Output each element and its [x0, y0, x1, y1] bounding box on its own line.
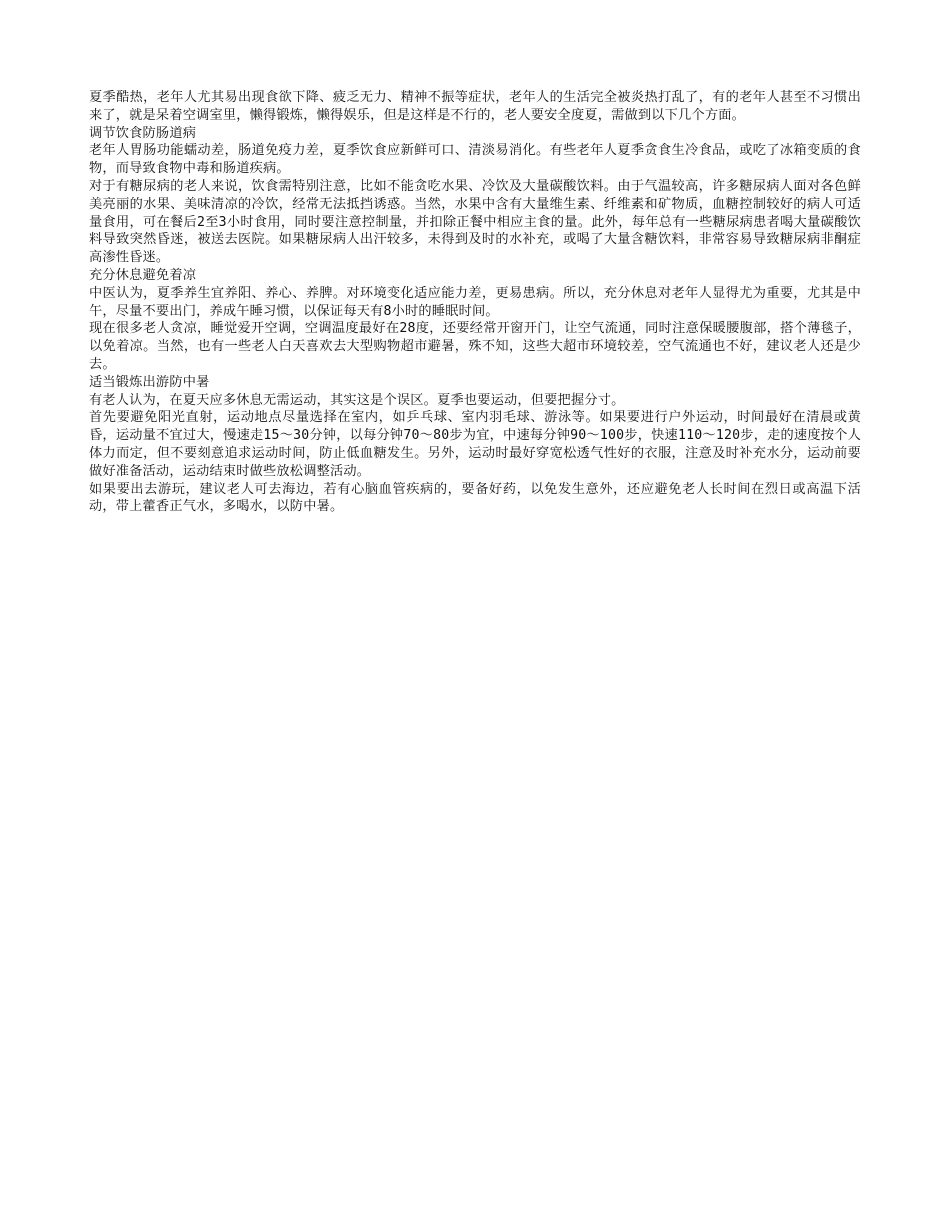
- paragraph-tcm-rest: 中医认为，夏季养生宜养阳、养心、养脾。对环境变化适应能力差，更易患病。所以，充分休息对老年人显得尤为重要，尤其是中午，尽量不要出门，养成午睡习惯，以保证每天有8小时的睡眠时间。: [89, 285, 861, 319]
- document-body: [89, 89, 861, 516]
- paragraph-digestion: 老年人胃肠功能蠕动差，肠道免疫力差，夏季饮食应新鲜可口、清淡易消化。有些老年人夏季贪食生冷食品，或吃了冰箱变质的食物，而导致食物中毒和肠道疾病。: [89, 143, 861, 177]
- paragraph-air-conditioning: 现在很多老人贪凉，睡觉爱开空调，空调温度最好在28度，还要经常开窗开门，让空气流通，同时注意保暖腰腹部，搭个薄毯子，以免着凉。当然，也有一些老人白天喜欢去大型购物超市避暑，殊不知，这些大超市环境较差，空气流通也不好，建议老人还是少去。: [89, 321, 861, 372]
- paragraph-exercise-myth: 有老人认为，在夏天应多休息无需运动，其实这是个误区。夏季也要运动，但要把握分寸。: [89, 392, 625, 408]
- paragraph-travel-advice: 如果要出去游玩，建议老人可去海边，若有心脑血管疾病的，要备好药，以免发生意外，还应避免老人长时间在烈日或高温下活动，带上藿香正气水，多喝水，以防中暑。: [89, 481, 861, 515]
- section-heading-exercise: 适当锻炼出游防中暑: [89, 374, 210, 390]
- section-heading-rest: 充分休息避免着凉: [89, 267, 197, 283]
- paragraph-diabetes: 对于有糖尿病的老人来说，饮食需特别注意，比如不能贪吃水果、冷饮及大量碳酸饮料。由于气温较高，许多糖尿病人面对各色鲜美亮丽的水果、美味清凉的冷饮，经常无法抵挡诱惑。当然，水果中含有大量维生素、纤维素和矿物质，血糖控制较好的病人可适量食用，可在餐后2至3小时食用，同时要注意控制量，并扣除正餐中相应主食的量。此外，每年总有一些糖尿病患者喝大量碳酸饮料导致突然昏迷，被送去医院。如果糖尿病人出汗较多，未得到及时的水补充，或喝了大量含糖饮料，非常容易导致糖尿病非酮症高渗性昏迷。: [89, 178, 861, 266]
- paragraph-exercise-guidance: 首先要避免阳光直射，运动地点尽量选择在室内，如乒乓球、室内羽毛球、游泳等。如果要进行户外运动，时间最好在清晨或黄昏，运动量不宜过大，慢速走15～30分钟，以每分钟70～80步为宜，中速每分钟90～100步，快速110～120步，走的速度按个人体力而定，但不要刻意追求运动时间，防止低血糖发生。另外，运动时最好穿宽松透气性好的衣服，注意及时补充水分，运动前要做好准备活动，运动结束时做些放松调整活动。: [89, 410, 861, 479]
- intro-paragraph: 夏季酷热，老年人尤其易出现食欲下降、疲乏无力、精神不振等症状，老年人的生活完全被炎热打乱了，有的老年人甚至不习惯出来了，就是呆着空调室里，懒得锻炼，懒得娱乐，但是这样是不行的，老人要安全度夏，需做到以下几个方面。: [89, 90, 861, 123]
- section-heading-diet: 调节饮食防肠道病: [89, 125, 197, 141]
